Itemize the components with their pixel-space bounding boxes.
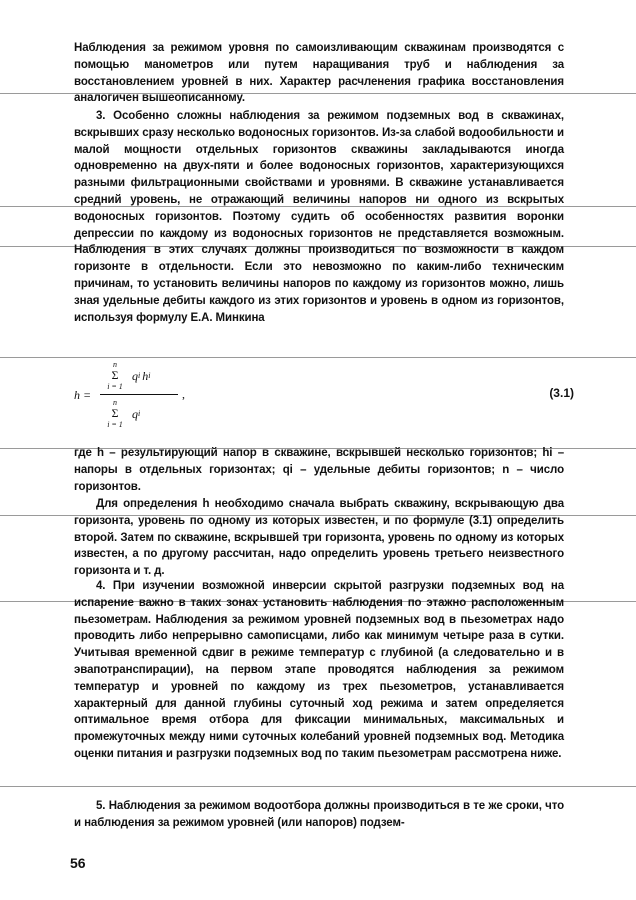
equation-number: (3.1) [549,386,574,400]
formula-numerator: n Σ q i h i i = 1 [107,360,151,391]
formula-denominator: n Σ q i i = 1 [107,398,141,429]
paragraph-2: 3. Особенно сложны наблюдения за режимом подземных вод в скважинах, вскрывших сразу несколько водоносных горизонтов. Из-за слабой водообильности и малой мощности отдельных горизонтов скважины закладываются иногда одновременно на двух-пяти и более водоносных горизонтов, характеризующихся разными фильтрационными свойствами и уровнями. В скважине устанавливается средний уровень, не отражающий величины напоров ни одного из вскрытых водоносных горизонтов. Поэтому судить об особенностях развития воронки депрессии по каждому из водоносных горизонтов не представляется возможным. Наблюдения в этих случаях должны производиться по возможности в каждом горизонте в отдельности. Если это невозможно по каким-либо техническим причинам, то установить величины напоров по каждому из горизонтов можно, лишь зная удельные дебиты каждого из этих горизонтов и уровень в одном из горизонтов, используя формулу Е.А. Минкина [74,110,564,324]
paragraph-1: Наблюдения за режимом уровня по самоизливающим скважинам производятся с помощью манометров или путем наращивания труб и наблюдения за восстановлением уровней в них. Характер расчленения графика восстановления аналогичен вышеописанному. [74,42,564,105]
fraction-bar [100,394,178,395]
paragraph-4: Для определения h необходимо сначала выбрать скважину, вскрывающую два горизонта, уровень по одному из которых известен, и по формуле (3.1) определить второй. Затем по скважине, вскрывшей три горизонта, уровень по одному из которых известен, а по другому рассчитан, надо определить уровень третьего неизвестного горизонта и т. д. [74,498,564,578]
scan-line [0,357,636,358]
paragraph-6: 5. Наблюдения за режимом водоотбора должны производиться в те же сроки, что и наблюдения за режимом уровней (или напоров) подзем- [74,800,564,829]
paragraph-5: 4. При изучении возможной инверсии скрытой разгрузки подземных вод на испарение важно в таких зонах установить наблюдения по этажно расположенным пьезометрам. Наблюдения за режимом уровней подземных вод в пьезометрах надо проводить либо непрерывно самописцами, либо как минимум четыре раза в сутки. Учитывая временной сдвиг в режиме температур с глубиной (а следовательно и в эвапотранспирации), на первом этапе проводятся наблюдения за режимом температур и уровней по каждому из трех пьезометров, устанавливается характерный для данной глубины суточный ход режима и затем определяется оптимальное время отбора для фиксации минимальных, максимальных и промежуточных между ними суточных колебаний уровней подземных вод. Методика оценки питания и разгрузки подземных вод по таким пьезометрам рассмотрена ниже. [74,580,564,760]
scan-line [0,786,636,787]
paragraph-3: где h – результирующий напор в скважине, вскрывшей несколько горизонтов; hi – напоры в отдельных горизонтах; qi – удельные дебиты горизонтов; n – число горизонтов. [74,447,564,493]
formula-lhs: h = [74,388,92,402]
page-number: 56 [70,855,86,871]
formula-3-1: h = n Σ q i h i i = 1 n Σ q i i = 1 , (3.1) [74,360,574,429]
